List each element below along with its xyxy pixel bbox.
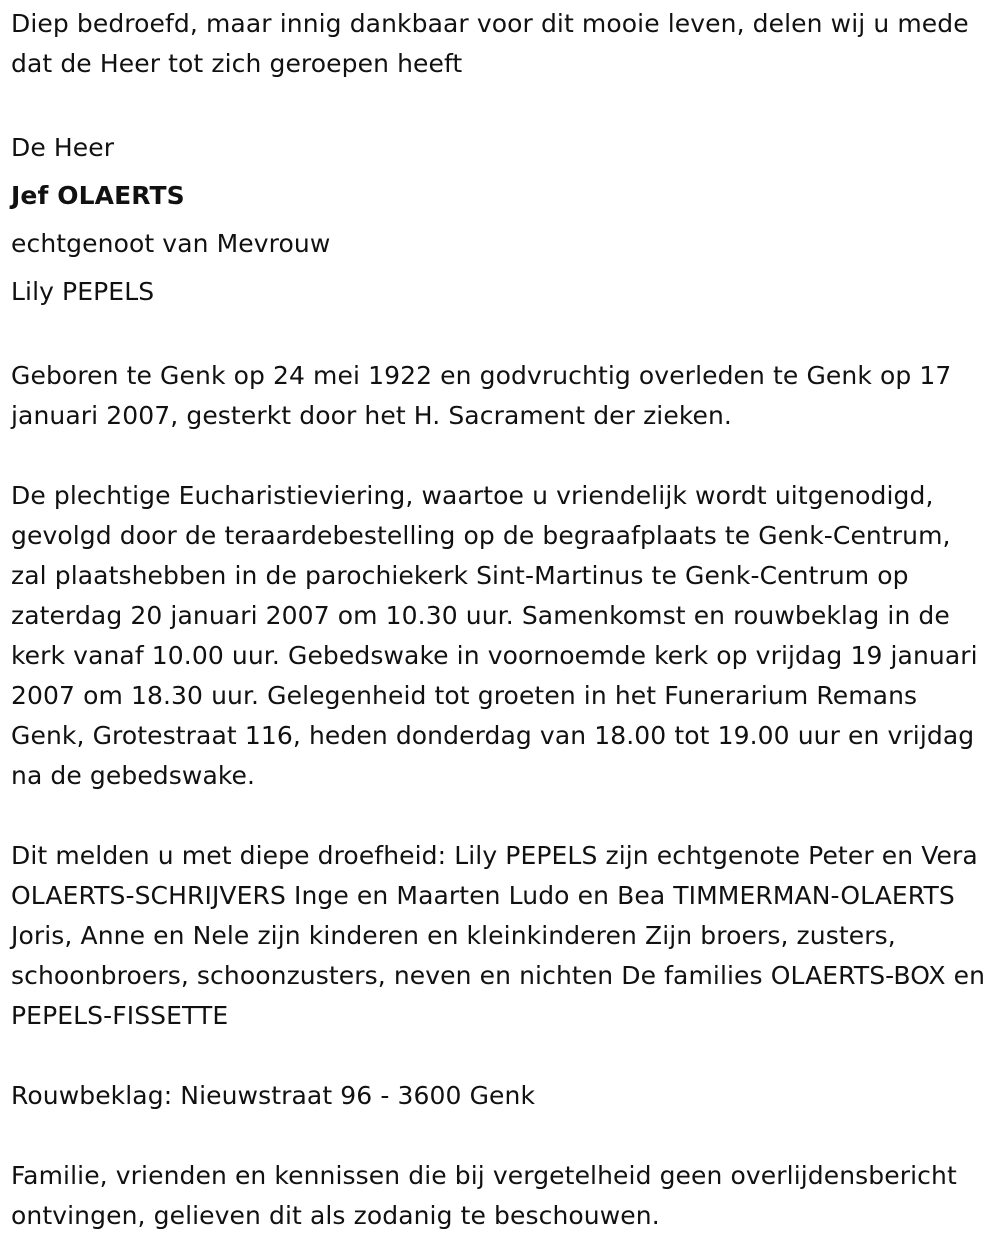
spacer xyxy=(11,1036,991,1076)
honorific-title: De Heer xyxy=(11,133,115,162)
spacer xyxy=(11,436,991,476)
spacer xyxy=(11,1116,991,1156)
death-notice xyxy=(11,4,991,1236)
condolence-address: Rouwbeklag: Nieuwstraat 96 - 3600 Genk xyxy=(11,1081,536,1110)
birth-death-paragraph: Geboren te Genk op 24 mei 1922 en godvruchtig overleden te Genk op 17 januari 2007, gesterkt door het H. Sacrament der zieken. xyxy=(11,361,952,430)
intro-paragraph: Diep bedroefd, maar innig dankbaar voor dit mooie leven, delen wij u mede dat de Heer tot zich geroepen heeft xyxy=(11,9,969,78)
ceremony-paragraph: De plechtige Eucharistieviering, waartoe u vriendelijk wordt uitgenodigd, gevolgd door de teraardebestelling op de begraafplaats te Genk-Centrum, zal plaatshebben in de parochiekerk Sint-Martinus te Genk-Centrum op zaterdag 20 januari 2007 om 10.30 uur. Samenkomst en rouwbeklag in de kerk vanaf 10.00 uur. Gebedswake in voornoemde kerk op vrijdag 19 januari 2007 om 18.30 uur. Gelegenheid tot groeten in het Funerarium Remans Genk, Grotestraat 116, heden donderdag van 18.00 tot 19.00 uur en vrijdag na de gebedswake. xyxy=(11,481,978,790)
spouse-label: echtgenoot van Mevrouw xyxy=(11,229,331,258)
family-paragraph: Dit melden u met diepe droefheid: Lily PEPELS zijn echtgenote Peter en Vera OLAERTS-SCHRIJVERS Inge en Maarten Ludo en Bea TIMMERMAN-OLAERTS Joris, Anne en Nele zijn kinderen en kleinkinderen Zijn broers, zusters, schoonbroers, schoonzusters, neven en nichten De families OLAERTS-BOX en PEPELS-FISSETTE xyxy=(11,841,986,1030)
spacer xyxy=(11,84,991,124)
spacer xyxy=(11,316,991,356)
deceased-name: Jef OLAERTS xyxy=(11,181,185,210)
closing-paragraph: Familie, vrienden en kennissen die bij vergetelheid geen overlijdensbericht ontvingen, gelieven dit als zodanig te beschouwen. xyxy=(11,1161,957,1230)
spacer xyxy=(11,796,991,836)
spouse-name: Lily PEPELS xyxy=(11,277,155,306)
